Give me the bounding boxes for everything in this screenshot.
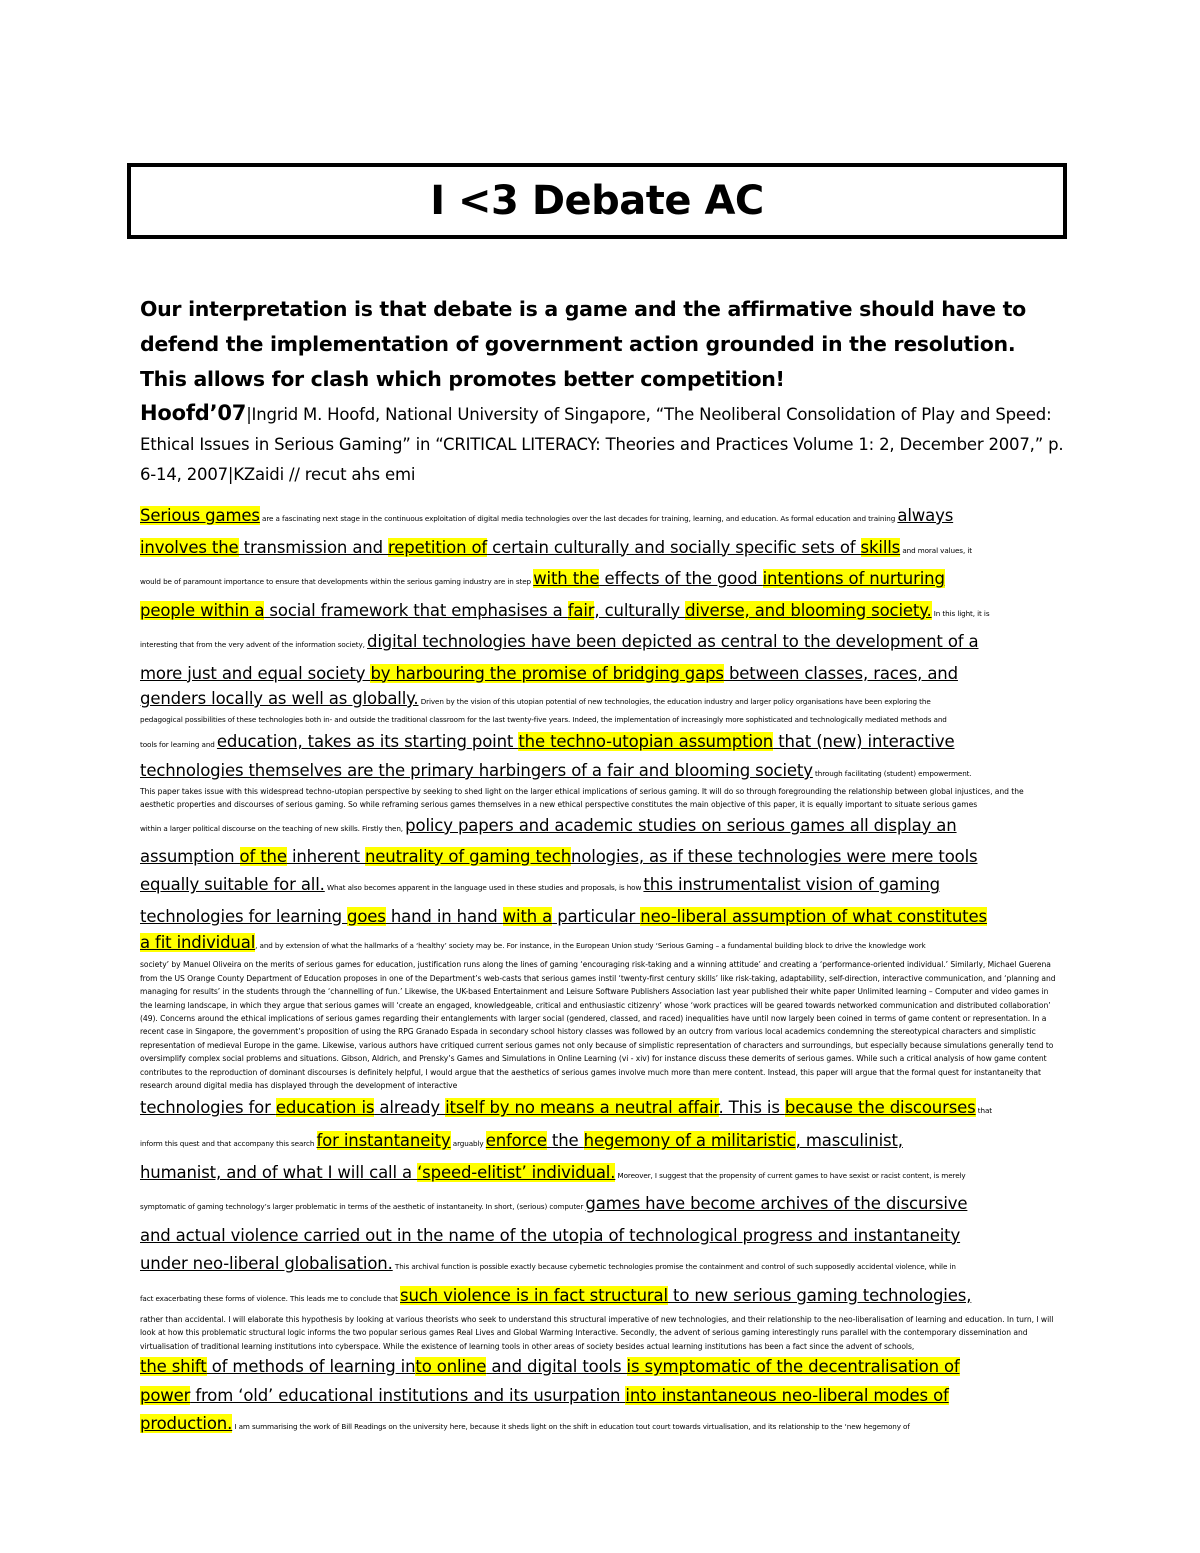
minimized-text: Moreover, I suggest that the propensity of current games to have sexist or racist content, is merely <box>615 1170 966 1180</box>
card-line <box>140 597 1070 629</box>
minimized-text: What also becomes apparent in the language used in these studies and proposals, is how <box>324 883 644 893</box>
underlined-text: to new serious gaming technologies, <box>667 1285 972 1305</box>
highlighted-text: neutrality of gaming tech <box>364 846 572 866</box>
underlined-text: education, takes as its starting point <box>216 732 519 751</box>
highlighted-text: Serious games <box>140 506 260 525</box>
minimized-text: , and by extension of what the hallmarks of a ‘healthy’ society may be. For instance, in the European Union study ‘Serious Gaming – a fundamental building block to drive the knowledge work <box>255 941 926 951</box>
minimized-text: through facilitating (student) empowerment. <box>812 769 972 778</box>
minimized-text: Driven by the vision of this utopian potential of new technologies, the education industry and larger policy organisations have been exploring the <box>418 697 931 706</box>
underlined-text: policy papers and academic studies on serious games all display an <box>405 815 957 835</box>
minimized-paragraph: This paper takes issue with this widespread techno-utopian perspective by seeking to shed light on the larger ethical implications of serious gaming. It will do so through foregrounding the relationship between global injustices, and the aesthetic properties and discourses of serious gaming. So while reframing serious games themselves in a new ethical perspective constitutes the main objective of this paper, it is equally important to situate serious games <box>140 787 1024 810</box>
underlined-text: transmission and <box>238 537 389 557</box>
minimized-text: fact exacerbating these forms of violence. This leads me to conclude that <box>140 1293 401 1303</box>
minimized-text: pedagogical possibilities of these technologies both in- and outside the traditional classroom for the last twenty-five years. Indeed, the implementation of increasingly more sophisticated and technologically mediated methods and <box>140 715 947 724</box>
highlighted-text: of the <box>239 846 287 866</box>
minimized-text: tools for learning and <box>140 740 217 749</box>
minimized-text: that <box>975 1106 992 1116</box>
highlighted-text: ‘speed-elitist’ individual. <box>417 1162 616 1182</box>
underlined-text: games have become archives of the discursive <box>585 1194 968 1214</box>
highlighted-text: to online <box>415 1357 487 1377</box>
highlighted-text: skills <box>860 537 901 557</box>
card-line <box>140 903 1070 932</box>
tag-interpretation: Our interpretation is that debate is a game and the affirmative should have to defend the implementation of government action grounded in the resolution. <box>140 297 1026 356</box>
highlighted-text: with a <box>502 906 553 926</box>
underlined-text: technologies for learning <box>140 906 348 926</box>
highlighted-text: is symptomatic of the decentralisation of <box>626 1357 960 1377</box>
underlined-text: particular <box>552 906 641 926</box>
underlined-text: technologies for <box>140 1098 276 1118</box>
underlined-text: nologies, as if these technologies were mere tools <box>571 846 978 866</box>
underlined-text: between classes, races, and <box>723 663 958 683</box>
underlined-text: from ‘old’ educational institutions and its usurpation <box>190 1385 626 1405</box>
minimized-paragraph: rather than accidental. I will elaborate this hypothesis by looking at various theorists who seek to understand this structural imperative of new technologies, and their relationship to the neo-liberalisation of learning and education. In turn, I will look at how this problematic structural logic informs the two popular serious games Real Lives and Global Warming Interactive. Secondly, the advent of serious gaming interestingly runs parallel with the contemporary dissemination and virtualisation of traditional learning institutions into cyberspace. While the existence of learning tools in other areas of society besides actual learning institutions has been a fact since the advent of schools, <box>140 1314 1054 1351</box>
card-line <box>140 843 1070 872</box>
minimized-text: are a fascinating next stage in the continuous exploitation of digital media technologies over the last decades for training, learning, and education. As formal education and training <box>259 514 898 523</box>
card-line <box>140 1382 1070 1411</box>
tag <box>140 292 1060 397</box>
underlined-text: of methods of learning in <box>206 1357 416 1377</box>
highlighted-text: the shift <box>140 1357 207 1377</box>
citation <box>140 398 1070 490</box>
card-line <box>140 1250 1070 1282</box>
underlined-text: and actual violence carried out in the name of the utopia of technological progress and instantaneity <box>140 1225 961 1245</box>
card-line <box>140 1353 1070 1382</box>
highlighted-text: involves the <box>140 537 239 557</box>
minimized-text: I am summarising the work of Bill Readings on the university here, because it sheds light on the shift in education tout court towards virtualisation, and its relationship to the ‘new hegemony of <box>232 1422 910 1432</box>
underlined-text: technologies themselves are the primary harbingers of a fair and blooming society <box>140 761 813 780</box>
highlighted-text: power <box>140 1385 191 1405</box>
highlighted-text: fair <box>567 600 595 620</box>
card-line <box>140 1282 1070 1313</box>
underlined-text: effects of the good <box>599 569 763 588</box>
highlighted-text: enforce <box>485 1131 547 1151</box>
underlined-text: certain culturally and socially specific sets of <box>487 537 861 557</box>
card-line <box>140 760 1070 785</box>
highlighted-text: itself by no means a neutral affair <box>445 1098 719 1118</box>
underlined-text: that (new) interactive <box>773 732 955 751</box>
highlighted-text: by harbouring the promise of bridging gaps <box>370 663 724 683</box>
highlighted-text: education is <box>275 1098 375 1118</box>
underlined-text: already <box>374 1098 446 1118</box>
minimized-text: This archival function is possible exactly because cybernetic technologies promise the containment and control of such supposedly accidental violence, while in <box>392 1262 956 1272</box>
underlined-text: , masculinist, <box>795 1131 903 1151</box>
card-line <box>140 1410 1070 1442</box>
card-line <box>140 727 1070 760</box>
card-line <box>140 688 1070 713</box>
minimized-text: and moral values, it <box>900 545 972 555</box>
underlined-text: , culturally <box>594 600 686 620</box>
underlined-text: under neo-liberal globalisation. <box>140 1254 393 1274</box>
highlighted-text: hegemony of a militaristic <box>583 1131 796 1151</box>
card-line <box>140 1190 1070 1222</box>
card-line <box>140 660 1070 689</box>
underlined-text: this instrumentalist vision of gaming <box>643 875 940 895</box>
underlined-text: . This is <box>718 1098 785 1118</box>
card-line <box>140 628 1070 660</box>
minimized-text: inform this quest and that accompany this search <box>140 1139 317 1149</box>
highlighted-text: a fit individual <box>140 933 256 953</box>
minimized-text: would be of paramount importance to ensure that developments within the serious gaming industry are in step <box>140 577 534 586</box>
tag-clash: This allows for clash which promotes better competition! <box>140 367 785 391</box>
card-line <box>140 1092 1070 1127</box>
card-line <box>140 812 1070 843</box>
document-title: I <3 Debate AC <box>430 178 764 224</box>
underlined-text: social framework that emphasises a <box>264 600 568 620</box>
minimized-text: symptomatic of gaming technology’s larger problematic in terms of the aesthetic of instantaneity. In short, (serious) computer <box>140 1202 586 1212</box>
underlined-text: genders locally as well as globally. <box>140 689 419 708</box>
cite-details: |Ingrid M. Hoofd, National University of Singapore, “The Neoliberal Consolidation of Play and Speed: Ethical Issues in Serious Gaming” in “CRITICAL LITERACY: Theories and Practices Volume 1: 2, December 2007,” p. 6-14, 2007|KZaidi // recut ahs emi <box>140 405 1064 484</box>
underlined-text: inherent <box>286 846 365 866</box>
highlighted-text: production. <box>140 1414 233 1434</box>
card-line <box>140 565 1070 597</box>
underlined-text: more just and equal society <box>140 663 371 683</box>
card-line <box>140 871 1070 903</box>
highlighted-text: intentions of nurturing <box>762 569 945 588</box>
highlighted-text: people within a <box>140 600 265 620</box>
highlighted-text: with the <box>533 569 600 588</box>
underlined-text: humanist, and of what I will call a <box>140 1162 418 1182</box>
underlined-text: equally suitable for all. <box>140 875 325 895</box>
minimized-text: In this light, it is <box>931 608 990 618</box>
card-line <box>140 931 1070 958</box>
highlighted-text: goes <box>347 906 386 926</box>
card-line <box>140 534 1070 566</box>
minimized-text: within a larger political discourse on the teaching of new skills. Firstly then, <box>140 823 406 833</box>
underlined-text: digital technologies have been depicted as central to the development of a <box>367 632 979 651</box>
highlighted-text: into instantaneous neo-liberal modes of <box>625 1385 949 1405</box>
underlined-text: hand in hand <box>385 906 503 926</box>
minimized-text: arguably <box>450 1139 486 1149</box>
underlined-text: always <box>897 506 954 525</box>
evidence-card <box>140 502 1070 1442</box>
highlighted-text: for instantaneity <box>316 1131 451 1151</box>
title-box <box>127 163 1067 239</box>
underlined-text: assumption <box>140 846 240 866</box>
highlighted-text: such violence is in fact structural <box>400 1285 668 1305</box>
highlighted-text: because the discourses <box>784 1098 976 1118</box>
highlighted-text: the techno-utopian assumption <box>518 732 774 751</box>
card-line <box>140 1127 1070 1159</box>
underlined-text: and digital tools <box>486 1357 627 1377</box>
minimized-text: interesting that from the very advent of the information society, <box>140 640 368 649</box>
card-line <box>140 1159 1070 1191</box>
highlighted-text: diverse, and blooming society. <box>685 600 932 620</box>
highlighted-text: neo-liberal assumption of what constitutes <box>640 906 987 926</box>
highlighted-text: repetition of <box>388 537 488 557</box>
minimized-paragraph: society’ by Manuel Oliveira on the merits of serious games for education, justification runs along the lines of gaming ‘encouraging risk-taking and a winning attitude’ and creating a ‘performance-oriented individual.’ Similarly, Michael Guerena from the US Orange County Department of Education proposes in one of the Department’s web-casts that serious games instil ‘twenty-first century skills’ like risk-taking, adaptability, self-direction, interactive communication, and ‘planning and managing for results’ in the students through the ‘channelling of fun.’ Likewise, the UK-based Entertainment and Leisure Software Publishers Association last year published their white paper Unlimited learning – Computer and video games in the learning landscape, in which they argue that serious games will ‘create an engaged, knowledgeable, critical and enthusiastic citizenry’ whose ‘work practices will be geared towards networked communication and distributed collaboration’ (49). Concerns around the ethical implications of serious games regarding their entanglements with larger social (gendered, classed, and raced) inequalities have until now largely been coined in terms of game content or representation. In a recent case in Singapore, the government’s proposition of using the RPG Granado Espada in secondary school history classes was followed by an outcry from various local academics condemning the stereotypical characters and simplistic representation of medieval Europe in the game. Likewise, various authors have critiqued current serious games not only because of simplistic representation of characters and surroundings, but especially because simulations generally tend to oversimplify complex social problems and situations. Gibson, Aldrich, and Prensky’s Games and Simulations in Online Learning (vi - xiv) for instance discuss these demerits of serious games. While such a critical analysis of how game content contributes to the reproduction of dominant discourses is definitely helpful, I would argue that the aesthetics of serious games involve much more than mere content. Instead, this paper will argue that the formal quest for instantaneity that research around digital media has displayed through the development of interactive <box>140 960 1056 1090</box>
card-line <box>140 502 1070 534</box>
cite-author: Hoofd’07 <box>140 401 247 425</box>
underlined-text: the <box>546 1131 584 1151</box>
